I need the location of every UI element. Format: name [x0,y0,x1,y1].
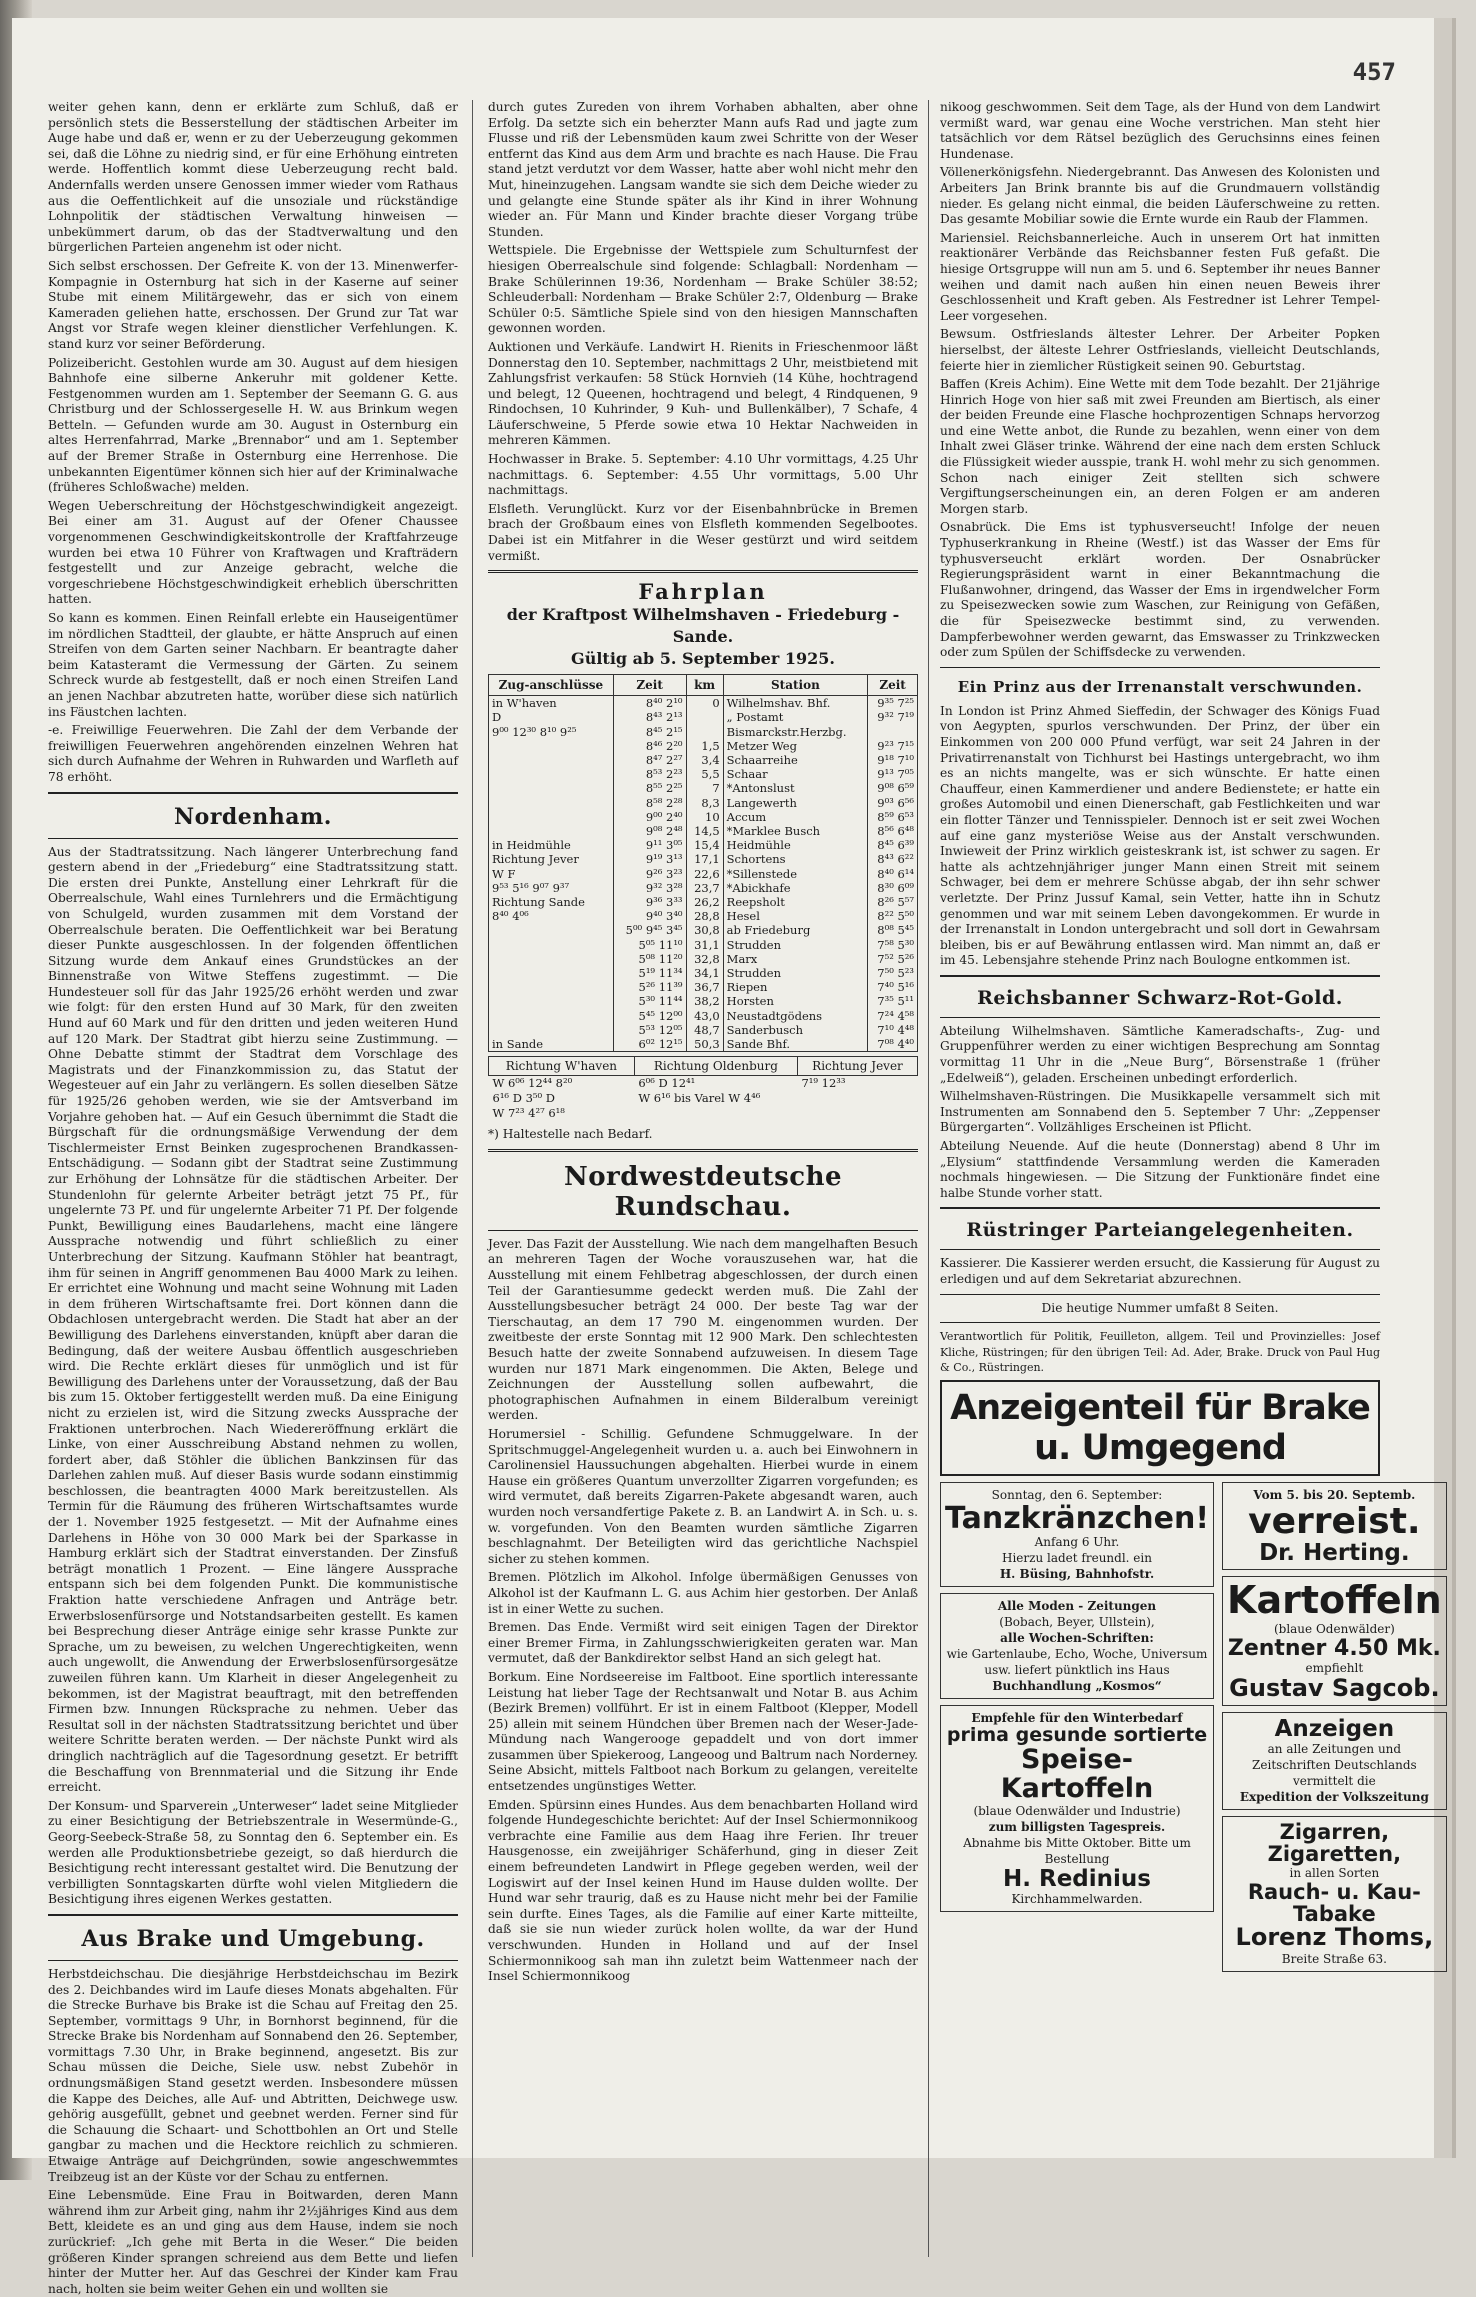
timetable-cell: 9³² 7¹⁹ [868,710,918,724]
timetable-cell [489,980,614,994]
party-heading: Rüstringer Parteiangelegenheiten. [966,1219,1354,1242]
timetable-cell: *Sillenstede [723,867,867,881]
timetable-cell: 9³⁶ 3³³ [613,895,686,909]
timetable-cell [489,824,614,838]
section-divider [940,1249,1380,1250]
ad-tobacco-title: Rauch- u. Kau-Tabake [1247,1880,1421,1927]
ad-cigars-sub: in allen Sorten [1289,1866,1380,1881]
timetable-cell: Accum [723,810,867,824]
timetable-cell: 5¹⁹ 11³⁴ [613,966,686,980]
timetable-row [489,710,918,724]
ad-right-column [1222,1482,1447,1978]
timetable-row [489,696,918,711]
ad-dance-invite: Hierzu ladet freundl. ein [1002,1551,1152,1566]
timetable-cell: 8⁴⁷ 2²⁷ [613,753,686,767]
article-paragraph: Bewsum. Ostfrieslands ältester Lehrer. Der Arbeiter Popken hierselbst, der älteste Lehrer Ostfrieslands, vielleicht Deutschlands, feierte hier in ziemlicher Rüstigkeit seinen 90. Geburtstag. [940,327,1380,373]
ad-mag-shop: Buchhandlung „Kosmos“ [992,1679,1162,1694]
ad-left-column [940,1482,1214,1978]
direction-cell [797,1091,917,1106]
section-divider [48,792,458,794]
ad-grid [940,1482,1442,1978]
ad-potato-type: (blaue Odenwälder) [1273,1621,1395,1636]
timetable-cell: 8⁵⁶ 6⁴⁸ [868,824,918,838]
timetable-cell: *Antonslust [723,781,867,795]
ad-shop: Lorenz Thoms, [1235,1923,1434,1952]
column-1 [48,100,458,2296]
direction-cell [797,1106,917,1121]
timetable-cell: Metzer Weg [723,739,867,753]
timetable-cell: 8⁵³ 2²³ [613,767,686,781]
timetable-cell: 1,5 [686,739,723,753]
timetable-cell: *Marklee Busch [723,824,867,838]
timetable-cell [489,1023,614,1037]
timetable-cell: 8⁵⁵ 2²⁵ [613,781,686,795]
timetable-cell: 32,8 [686,952,723,966]
timetable-row [489,994,918,1008]
column-rule [472,100,473,2257]
timetable-cell: 9⁵³ 5¹⁶ 9⁰⁷ 9³⁷ [489,881,614,895]
timetable-cell: 5²⁶ 11³⁹ [613,980,686,994]
page-number: 457 [1352,58,1396,86]
timetable-cell: 34,1 [686,966,723,980]
article-paragraph: Eine Lebensmüde. Eine Frau in Boitwarden, deren Mann während ihm zur Arbeit ging, nahm ihr 2½jähriges Kind aus dem Bett, kleidete es an und ging aus dem Hause, indem sie noch zurückrief: „Ich gehe mit Berta in die Weser.“ Die beiden größeren Kinder sprangen schreiend aus dem Bette und liefen hinter der Mutter her. Auf das Geschrei der Kinder kam Frau nach, holten sie beim weiter Gehen ein und wollten sie [48,2188,458,2296]
article-paragraph: Wilhelmshaven-Rüstringen. Die Musikkapelle versammelt sich mit Instrumenten am Sonnabend den 5. September 7 Uhr: „Zeppenser Bürgergarten“. Vollzähliges Erscheinen ist Pflicht. [940,1089,1380,1135]
timetable-cell: 8⁵⁹ 6⁵³ [868,810,918,824]
timetable-cell: 9⁰³ 6⁵⁶ [868,796,918,810]
timetable-cell: 9³⁵ 7²⁵ [868,696,918,711]
reichsbanner-heading: Reichsbanner Schwarz-Rot-Gold. [977,986,1343,1009]
timetable-row [489,867,918,881]
timetable-cell: 9¹¹ 3⁰⁵ [613,838,686,852]
timetable-row [489,767,918,781]
article-paragraph: Kassierer. Die Kassierer werden ersucht, die Kassierung für August zu erledigen und auf dem Sekretariat abzurechnen. [940,1256,1380,1286]
article-paragraph: Polizeibericht. Gestohlen wurde am 30. August auf dem hiesigen Bahnhofe eine silberne Ankeruhr mit goldener Kette. Festgenommen wurden am 1. September der Seemann G. G. aus Christburg und der Schlossergeselle H. W. aus Brinkum wegen Betteln. — Gefunden wurde am 30. August in Osternburg ein altes Herrenfahrrad, Marke „Brennabor“ und am 1. September auf der Bremer Straße in Osternburg eine Herrenhose. Die unbekannten Eigentümer können sich hier auf der Kriminalwache (früheres Schloßwache) melden. [48,355,458,495]
timetable-row [489,810,918,824]
ad-mag-sub: (Bobach, Beyer, Ullstein), [999,1615,1155,1630]
timetable-cell: 9¹³ 7⁰⁵ [868,767,918,781]
timetable-cell: 8⁵⁸ 2²⁸ [613,796,686,810]
timetable-row [489,1023,918,1037]
article-paragraph: Osnabrück. Die Ems ist typhusverseucht! Infolge der neuen Typhuserkrankung in Rheine (Westf.) ist das Wasser der Ems für typhusverseucht erklärt worden. Der Osnabrücker Regierungspräsident warnt in einer Bekanntmachung die Flußanwohner, dringend, das Wasser der Ems in irgendwelcher Form zu Speisezwecken sowie zum Waschen, zur Reinigung von Gefäßen, die für Speisezwecke bestimmt sind, zu verwenden. Dampferbewohner werden gewarnt, das Emswasser zu Trinkzwecken oder zum Spülen der Schiffsdecke zu verwenden. [940,520,1380,660]
timetable-cell: Reepsholt [723,895,867,909]
timetable-table [488,674,918,1052]
timetable-cell: Marx [723,952,867,966]
timetable-row [489,895,918,909]
timetable-row [489,966,918,980]
timetable-cell [489,1009,614,1023]
timetable-cell: in Sande [489,1037,614,1052]
timetable-cell: 7¹⁰ 4⁴⁸ [868,1023,918,1037]
timetable-cell: 8⁴⁰ 4⁰⁶ [489,909,614,923]
timetable-cell: Richtung Sande [489,895,614,909]
timetable-cell: 36,7 [686,980,723,994]
ad-section-header: Anzeigenteil für Brake u. Umgegend [940,1380,1380,1476]
timetable-cell: 3,4 [686,753,723,767]
section-divider [488,1230,918,1231]
timetable-cell: 9⁰⁰ 12³⁰ 8¹⁰ 9²⁵ [489,725,614,739]
article-paragraph: So kann es kommen. Einen Reinfall erlebte ein Hauseigentümer im nördlichen Stadtteil, der glaubte, er hätte Anspruch auf einen Streifen von dem Garten seiner Nachbarn. Er beantragte daher beim Katasteramt die Vermessung der Gärten. Zu seinem Schreck wurde ab festgestellt, daß er noch einen Streifen Land an jenen Nachbar abzutreten hatte, worüber diese sich natürlich ins Fäustchen lachten. [48,611,458,719]
article-paragraph: Der Konsum- und Sparverein „Unterweser“ ladet seine Mitglieder zu einer Besichtigung der Betriebszentrale in Wesermünde-G., Georg-Seebeck-Straße 58, zu Sonntag den 6. September ein. Es werden alle Produktionsbetriebe gezeigt, so daß hierdurch die Besichtigung recht interessant gestaltet wird. Die Benutzung der verbilligten Sonntagskarten dürfte wohl vielen Mitgliedern die Besichtigung ihres eigenen Werkes gestatten. [48,1798,458,1907]
timetable-cell: 5³⁰ 11⁴⁴ [613,994,686,1008]
timetable-row [489,909,918,923]
timetable-cell [489,938,614,952]
ad-dance-title: Tanzkränzchen! [945,1500,1209,1536]
timetable-row [489,781,918,795]
timetable-cell: 7⁰⁸ 4⁴⁰ [868,1037,918,1052]
timetable-cell: Sanderbusch [723,1023,867,1037]
ad-expedition-name: Expedition der Volkszeitung [1239,1790,1429,1805]
timetable-cell: 5⁰⁰ 9⁴⁵ 3⁴⁵ [613,923,686,937]
column-rule [928,100,929,2257]
timetable-cell: Bismarckstr.Herzbg. [723,725,867,739]
timetable-row [489,753,918,767]
timetable-cell: 28,8 [686,909,723,923]
article-paragraph: Bremen. Das Ende. Vermißt wird seit einigen Tagen der Direktor einer Bremer Firma, in Zahlungsschwierigkeiten geraten war. Man vermutet, daß der Bankdirektor selbst Hand an sich gelegt hat. [488,1620,918,1666]
timetable-row [489,938,918,952]
direction-cell: 6¹⁶ D 3⁵⁰ D [492,1091,555,1106]
timetable-cell: 5⁴⁵ 12⁰⁰ [613,1009,686,1023]
ad-dance-host: H. Büsing, Bahnhofstr. [999,1567,1155,1582]
timetable-row [489,739,918,753]
section-divider [940,975,1380,977]
timetable-row [489,1009,918,1023]
article-paragraph: weiter gehen kann, denn er erklärte zum Schluß, daß er persönlich stets die Besserstellung der städtischen Arbeiter im Auge habe und daß er, wenn er zu der Ueberzeugung gekommen sei, daß die Löhne zu niedrig sind, er für eine Erhöhung eintreten werde. Hoffentlich kommt diese Ueberzeugung recht bald. Andernfalls werden unsere Genossen immer wieder vom Rathaus aus die Oeffentlichkeit auf die unsoziale und rückständige Lohnpolitik der städtischen Verwaltung hinweisen — unbekümmert darum, ob das der Stadtverwaltung und den bürgerlichen Parteien angenehm ist oder nicht. [48,100,458,255]
ad-dance-time: Anfang 6 Uhr. [1034,1535,1120,1550]
timetable-cell: 9²³ 7¹⁵ [868,739,918,753]
ad-magazines [940,1593,1214,1699]
timetable-cell: *Abickhafe [723,881,867,895]
section-divider [940,1017,1380,1018]
timetable-header: km [686,675,723,696]
article-paragraph: Hochwasser in Brake. 5. September: 4.10 Uhr vormittags, 4.25 Uhr nachmittags. 6. September: 4.55 Uhr vormittags, 5.00 Uhr nachmittags. [488,452,918,498]
timetable-cell: 50,3 [686,1037,723,1052]
timetable-row [489,923,918,937]
article-paragraph: Bremen. Plötzlich im Alkohol. Infolge übermäßigen Genusses von Alkohol ist der Kaufmann L. G. aus Achim hier gestorben. Der Anlaß ist in einer Wette zu suchen. [488,1570,918,1616]
ad-mag-text: wie Gartenlaube, Echo, Woche, Universum usw. liefert pünktlich ins Haus [946,1647,1208,1678]
timetable-cell: 17,1 [686,852,723,866]
article-paragraph: Wegen Ueberschreitung der Höchstgeschwindigkeit angezeigt. Bei einer am 31. August auf der Ofener Chaussee vorgenommenen Geschwindigkeitskontrolle der Kraftfahrzeuge wurden bei etwa 10 Führer von Kraftwagen und Krafträdern festgestellt und zur Anzeige gebracht, welche die vorgeschriebene Höchstgeschwindigkeit erheblich überschritten hatten. [48,498,458,607]
timetable-cell: 9⁰⁰ 2⁴⁰ [613,810,686,824]
timetable-cell: 8³⁰ 6⁰⁹ [868,881,918,895]
ad-price: Zentner 4.50 Mk. [1227,1635,1441,1661]
timetable-header: Station [723,675,867,696]
article-paragraph: Mariensiel. Reichsbannerleiche. Auch in unserem Ort hat inmitten reaktionärer Verbände das Reichsbanner festen Fuß gefaßt. Die hiesige Ortsgruppe will nun am 5. und 6. September ihr neues Banner weihen und damit nach außen hin einen neuen Beweis ihrer Geschlossenheit und Kraft geben. Als Festredner ist Lehrer Tempel-Leer vorgesehen. [940,230,1380,323]
timetable-cell: Langewerth [723,796,867,810]
article-paragraph: Herbstdeichschau. Die diesjährige Herbstdeichschau im Bezirk des 2. Deichbandes wird im Laufe dieses Monats abgehalten. Für die Strecke Burhave bis Brake ist die Schau auf Freitag den 25. September, vormittags 9 Uhr, in Bornhorst beginnend, für die Strecke Brake bis Nordenham auf Sonnabend den 26. September, vormittags 7.30 Uhr, in Brake beginnend, angesetzt. Bis zur Schau müssen die Deiche, Siele usw. nebst Zubehör in ordnungsmäßigen Stand gesetzt werden. Insbesondere müssen die Kappe des Deiches, alle Auf- und Abtritten, Deichwege usw. gehörig ausgefüllt, gebnet und geebnet werden. Ferner sind für die Schauung die Schaart- und Schottbohlen an Ort und Stelle gangbar zu machen und die Hecktore reichlich zu schmieren. Etwaige Anträge auf Deichgründen, sowie angeschwemmtes Treibzeug ist an der Küste vor der Schau zu entfernen. [48,1966,458,2184]
ad-speise-sub: (blaue Odenwälder und Industrie) [973,1804,1181,1819]
ad-speise: Speise-Kartoffeln [1000,1744,1154,1804]
timetable-cell: Hesel [723,909,867,923]
direction-header: Richtung W'haven [489,1057,635,1076]
direction-row [489,1106,918,1121]
timetable-cell: 30,8 [686,923,723,937]
ad-kartoffeln [1222,1576,1447,1706]
timetable-cell: 31,1 [686,938,723,952]
timetable-cell [489,739,614,753]
timetable-cell [489,796,614,810]
timetable-cell: 10 [686,810,723,824]
pages-note: Die heutige Nummer umfaßt 8 Seiten. [1041,1300,1279,1315]
timetable-cell: 7²⁴ 4⁵⁸ [868,1009,918,1023]
timetable-cell: ab Friedeburg [723,923,867,937]
timetable-cell: Riepen [723,980,867,994]
timetable-cell: 8⁰⁸ 5⁴⁵ [868,923,918,937]
timetable-validity: Gültig ab 5. September 1925. [571,649,835,669]
article-paragraph: -e. Freiwillige Feuerwehren. Die Zahl der dem Verbande der freiwilligen Feuerwehren angehörenden einzelnen Wehren hat sich durch Aufnahme der Wehren in Ruhwarden und Warfleth auf 78 erhöht. [48,723,458,784]
section-divider [48,1914,458,1916]
col1-articles-a [48,100,458,786]
timetable-cell [868,725,918,739]
timetable-cell: 7 [686,781,723,795]
timetable-cell: 38,2 [686,994,723,1008]
timetable-cell: 0 [686,696,723,711]
section-divider [48,838,458,839]
ad-doctor [1222,1482,1447,1570]
ad-doctor-name: Dr. Herting. [1259,1539,1410,1566]
timetable-cell: 9¹⁸ 7¹⁰ [868,753,918,767]
timetable-row [489,852,918,866]
direction-cell: W 6⁰⁶ 12⁴⁴ 8²⁰ [492,1076,573,1091]
timetable-cell [489,994,614,1008]
timetable-cell: D [489,710,614,724]
timetable-cell: 5⁰⁸ 11²⁰ [613,952,686,966]
ad-dance-date: Sonntag, den 6. September: [991,1487,1163,1502]
timetable-cell: 9⁰⁸ 6⁵⁹ [868,781,918,795]
timetable-header: Zug-anschlüsse [489,675,614,696]
ad-tobacco [1222,1816,1447,1971]
ad-kartoffeln-title: Kartoffeln [1227,1577,1442,1622]
ad-prima: prima gesunde sortierte [946,1724,1208,1747]
timetable-cell: Neustadtgödens [723,1009,867,1023]
timetable-cell: Schaar [723,767,867,781]
ad-away: verreist. [1248,1500,1421,1542]
timetable-cell: Strudden [723,938,867,952]
ad-potatoes [940,1705,1214,1912]
timetable-cell [489,753,614,767]
timetable-cell: 5⁵³ 12⁰⁵ [613,1023,686,1037]
imprint: Verantwortlich für Politik, Feuilleton, allgem. Teil und Provinzielles: Josef Kliche, Rüstringen; für den übrigen Teil: Ad. Ader, Brake. Druck von Paul Hug & Co., Rüstringen. [940,1330,1380,1375]
ad-mag-title: Alle Moden - Zeitungen [997,1599,1157,1614]
direction-cell: W 6¹⁶ bis Varel W 4⁴⁶ [638,1091,761,1106]
timetable-cell: 8⁴³ 6²² [868,852,918,866]
section-divider [48,1960,458,1961]
ad-dates: Vom 5. bis 20. Septemb. [1253,1487,1416,1502]
timetable-cell [489,966,614,980]
ad-prices: zum billigsten Tagespreis. [988,1820,1166,1835]
timetable-cell: 6⁰² 12¹⁵ [613,1037,686,1052]
article-paragraph: Baffen (Kreis Achim). Eine Wette mit dem Tode bezahlt. Der 21jährige Hinrich Hoge von hier saß mit zwei Freunden am Biertisch, als einer der beiden Freunde eine Flasche hochprozentigen Schnaps hervorzog und eine Wette anbot, die Runde zu bezahlen, wenn einer von dem Inhalt zwei Gläser trinke. Während der eine nach dem ersten Schluck die Flüssigkeit wieder ausspie, trank H. wohl mehr zu sich genommen. Schon nach einiger Zeit stellten sich schwere Vergiftungserscheinungen ein, an deren Folgen er am anderen Morgen starb. [940,377,1380,516]
timetable-cell: 8²² 5⁵⁰ [868,909,918,923]
timetable-cell [489,952,614,966]
direction-header: Richtung Oldenburg [634,1057,797,1076]
timetable-cell: 8⁴⁰ 2¹⁰ [613,696,686,711]
timetable-cell: 9³² 3²⁸ [613,881,686,895]
section-heading-nordenham: Nordenham. [174,803,332,830]
prince-heading: Ein Prinz aus der Irrenanstalt verschwunden. [957,677,1363,696]
timetable-cell: 8⁴⁰ 6¹⁴ [868,867,918,881]
timetable-cell: 22,6 [686,867,723,881]
timetable-cell: 5⁰⁵ 11¹⁰ [613,938,686,952]
section-divider [488,570,918,573]
article-paragraph: Horumersiel - Schillig. Gefundene Schmuggelware. In der Spritschmuggel-Angelegenheit wurden u. a. auch bei Einwohnern in Carolinensiel Haussuchungen abgehalten. Hierbei wurde in einem Hause ein größeres Quantum unverzollter Zigarren vorgefunden; es wird vermutet, daß bereits Zigarren-Pakete abgesandt waren, auch wurden noch versandfertige Pakete z. B. an Landwirt A. in Sch. u. s. w. vorgefunden. Von den Beamten wurden sämtliche Zigarren beschlagnahmt. Der Beteiligten wird das gerichtliche Nachspiel sicher zu stehen kommen. [488,1427,918,1566]
article-paragraph: durch gutes Zureden von ihrem Vorhaben abhalten, aber ohne Erfolg. Da setzte sich ein beherzter Mann aufs Rad und jagte zum Flusse und riß der Lebensmüden kaum zwei Schritte von der Weser entfernt das Kind aus dem Arm und brachte es nach Hause. Die Frau stand jetzt verdutzt vor dem Wasser, hatte aber wohl nicht mehr den Mut, hineinzugehen. Langsam wandte sie sich dem Deiche wieder zu und gelangte eine Stunde später als ihr Kind in ihrer Wohnung wieder an. Für Mann und Kinder brachte dieser Vorgang trübe Stunden. [488,100,918,239]
timetable-cell: Heidmühle [723,838,867,852]
timetable-cell: 8⁴³ 2¹³ [613,710,686,724]
timetable-cell: 7³⁵ 5¹¹ [868,994,918,1008]
timetable-cell: Schortens [723,852,867,866]
timetable-cell: 48,7 [686,1023,723,1037]
timetable [488,579,918,1143]
timetable-cell [489,767,614,781]
timetable-cell: Richtung Jever [489,852,614,866]
direction-row [489,1076,918,1092]
timetable-row [489,824,918,838]
ad-address: Breite Straße 63. [1281,1951,1387,1966]
direction-cell [634,1106,797,1121]
timetable-header: Zeit [613,675,686,696]
timetable-cell [686,725,723,739]
timetable-row [489,838,918,852]
timetable-cell: Horsten [723,994,867,1008]
article-paragraph: Emden. Spürsinn eines Hundes. Aus dem benachbarten Holland wird folgende Hundegeschichte berichtet: Auf der Insel Schiermonnikoog verbrachte eine Familie aus dem Haag ihre Ferien. Ihr treuer Hausgenosse, ein zweijähriger Schäferhund, ging in dieser Zeit einem befreundeten Landwirt in Pflege gegeben werden, weil der Logiswirt auf der Insel keinen Hund im Hause dulden wollte. Der Hund war sehr traurig, daß es zu Hause nicht mehr bei der Familie sein durfte. Eines Tages, als die Familie auf einer Karte mitteilte, daß sie sie nun wieder zurück holen wollte, da war der Hund verschwunden. Hunden in Holland und auf der Insel Schiermonnikoog sah man ihn zuletzt beim Wattenmeer nach der Insel Schiermonnikoog [488,1797,918,1984]
timetable-cell: „ Postamt [723,710,867,724]
section-heading-nw: Nordwestdeutsche Rundschau. [563,1161,843,1222]
article-paragraph: Aus der Stadtratssitzung. Nach längerer Unterbrechung fand gestern abend in der „Friedeburg“ eine Stadtratssitzung statt. Die ersten drei Punkte, Anstellung einer Lehrkraft für die Oberrealschule, Wahl eines Turnlehrers und die Ermächtigung von Schulgeld, wurden zusammen mit dem Vorstand der Oberrealschule beraten. Die Oeffentlichkeit war bei Beratung dieser Punkte ausgeschlossen. In der folgenden öffentlichen Sitzung wurde dem Ankauf eines Grundstückes an der Binnenstraße von Witwe Steffens zugestimmt. — Die Hundesteuer soll für das Jahr 1925/26 erhöht werden und zwar wie folgt: für den ersten Hund auf 30 Mark, für den zweiten Hund auf 60 Mark und für den dritten und jeden weiteren Hund auf 120 Mark. Der Stadtrat gibt hierzu seine Zustimmung. — Ohne Debatte stimmt der Stadtrat dem Vorschlage des Magistrats und der Finanzkommission zu, das Statut der Wegesteuer auf ein Jahr zu verlängern. Es sollen dieselben Sätze für 1925/26 gehoben werden, wie sie der Amtsverband im Vorjahre gehoben hat. — Auf ein Gesuch übernimmt die Stadt die Bürgschaft für die ordnungsmäßige Verwendung der dem Tischlermeister Ernst Beinken zugesprochenen Brandkassen-Entschädigung. — Sodann gibt der Stadtrat seine Zustimmung zur Erhöhung der Lohnsätze für die städtischen Arbeiter. Der Stundenlohn für gelernte Arbeiter beträgt jetzt 75 Pf., für ungelernte 73 Pf. und für ungelernte Arbeiter 71 Pf. Der folgende Punkt, Bewilligung eines Baudarlehens, macht eine längere Aussprache notwendig und führt schließlich zu einer Unterbrechung der Sitzung. Kaufmann Stöhler hat beantragt, ihm für seinen in Angriff genommenen Bau 4000 Mark zu leihen. Er errichtet eine Wohnung und macht seine Wohnung mit Laden in dem früheren Wirtschaftsamte frei. Dort können dann die Obdachlosen untergebracht werden. Die Stadt hat aber an der Bewilligung des Darlehens einverstanden, knüpft aber daran die Bedingung, daß der weitere Ausbau öffentlich ausgeschrieben wird. Die Rechte erklärt dieses für unmöglich und ist für Bewilligung des Darlehens unter der Voraussetzung, daß der Bau bis zum 15. Oktober fertiggestellt werden muß. Da eine Einigung nicht zu erzielen ist, wird die Sitzung zwecks Aussprache der Fraktionen unterbrochen. Nach Wiedereröffnung erklärt die Linke, von einer Ausschreibung Abstand nehmen zu wollen, fordert aber, daß Stöhler die üblichen Bankzinsen für das Darlehen zahlen muß. Auf dieser Basis wurde sodann einstimmig beschlossen, die beantragten 4000 Mark bereitzustellen. Als Termin für die Räumung des früheren Wirtschaftsamtes wurde der 1. November 1925 festgesetzt. — Mit der Aufnahme eines Darlehens in Höhe von 30 000 Mark bei der Sparkasse in Hamburg erklärt sich der Stadtrat einverstanden. Der Zinsfuß beträgt monatlich 1 Prozent. — Eine längere Aussprache entspann sich bei dem folgenden Punkt. Die kommunistische Fraktion hatte verschiedene Anfragen und Anträge betr. Erwerbslosenfürsorge und Notstandsarbeiten gestellt. Es kamen bei Besprechung dieser Anträge einige sehr krasse Punkte zur Sprache, um zu beweisen, zu welchen Ungerechtigkeiten, wenn auch ungewollt, die Anwendung der Erwerbslosenfürsorgesätze zuweilen führen kann. Um Klarheit in dieser Angelegenheit zu bekommen, ist der Magistrat beauftragt, mit den betreffenden Firmen bzw. Innungen Rücksprache zu nehmen. Ueber das Resultat soll in der nächsten Stadtratssitzung berichtet und über weitere Schritte beraten werden. — Der nächste Punkt wird als dringlich nachträglich auf die Tagesordnung gesetzt. Er betrifft die Beschaffung von Brennmaterial und die Sitzung ihr Ende erreicht. [48,844,458,1795]
article-paragraph: Jever. Das Fazit der Ausstellung. Wie nach dem mangelhaften Besuch an mehreren Tagen der Woche vorauszusehen war, hat die Ausstellung mit einem Fehlbetrag abgeschlossen, der durch einen Teil der Garantiesumme gedeckt werden muß. Die Zahl der Ausstellungsbesucher beträgt 24 000. Der beste Tag war der Tierschautag, an dem 17 790 M. eingenommen wurden. Der zweitbeste der erste Sonntag mit 12 900 Mark. Den schlechtesten Besuch hatte der zweite Sonnabend aufzuweisen. In diesem Tage wurden nur 1871 Mark eingenommen. Die Akten, Belege und Zeichnungen der Ausstellung sollen aufbewahrt, die photographischen Aufnahmen in einem Bilderalbum vereinigt werden. [488,1236,919,1423]
ad-expedition [1222,1712,1447,1810]
timetable-cell: 43,0 [686,1009,723,1023]
direction-cell: 7¹⁹ 12³³ [801,1076,846,1091]
ad-merchant: Gustav Sagcob. [1229,1673,1440,1702]
article-paragraph: Elsfleth. Verunglückt. Kurz vor der Eisenbahnbrücke in Bremen brach der Großbaum eines von Elsfleth kommenden Segelbootes. Dabei ist ein Mitfahrer in die Weser gestürzt und wird seitdem vermißt. [488,501,918,563]
timetable-cell: 7⁵² 5²⁶ [868,952,918,966]
timetable-title: Fahrplan [638,579,768,605]
timetable-cell: 8⁴⁶ 2²⁰ [613,739,686,753]
timetable-cell: Strudden [723,966,867,980]
ad-recommends: empfiehlt [1305,1660,1364,1675]
timetable-cell: Wilhelmshav. Bhf. [723,696,867,711]
direction-table [488,1056,918,1121]
timetable-cell: 8⁴⁵ 2¹⁵ [613,725,686,739]
article-paragraph: Wettspiele. Die Ergebnisse der Wettspiele zum Schulturnfest der hiesigen Oberrealschule sind folgende: Schlagball: Nordenham — Brake Schülerinnen 19:36, Nordenham — Brake Schüler 38:52; Schleuderball: Nordenham — Brake Schüler 2:7, Oldenburg — Brake Schüler 0:5. Sämtliche Spiele sind von den hiesigen Mannschaften gewonnen worden. [488,243,918,336]
timetable-cell: 7⁵⁸ 5³⁰ [868,938,918,952]
timetable-header: Zeit [868,675,918,696]
article-paragraph: Borkum. Eine Nordseereise im Faltboot. Eine sportlich interessante Leistung hat lieber Tage der Rechtsanwalt und Notar B. aus Achim (Bezirk Bremen) vollführt. Er ist in einem Faltboot (Klepper, Modell 25) allein mit seinem Hündchen über Bremen nach der Weser-Jade-Mündung nach Wangerooge gepaddelt und von dort immer zusammen über Spiekeroog, Langeoog und Baltrum nach Norderney. Seine Absicht, mittels Faltboot nach Borkum zu gelangen, vereitelte entsetzendes ungünstiges Wetter. [488,1669,918,1794]
article-paragraph: Abteilung Neuende. Auf die heute (Donnerstag) abend 8 Uhr im „Elysium“ stattfindende Versammlung werden die Kameraden nochmals hingewiesen. — Die Sitzung der Funktionäre findet eine halbe Stunde vorher statt. [940,1139,1380,1200]
timetable-cell: 23,7 [686,881,723,895]
article-paragraph: Abteilung Wilhelmshaven. Sämtliche Kameradschafts-, Zug- und Gruppenführer werden zu einer wichtigen Besprechung am Sonntag vormittag 11 Uhr in die „Neue Burg“, Börsenstraße 1 (früher „Edelweiß“), geladen. Erscheinen unbedingt erforderlich. [940,1023,1380,1085]
timetable-row [489,881,918,895]
timetable-row [489,796,918,810]
section-divider [488,1149,918,1152]
section-divider [940,1294,1380,1295]
ad-cigars: Zigarren, Zigaretten, [1267,1820,1402,1867]
section-divider [940,667,1380,668]
article-paragraph: Auktionen und Verkäufe. Landwirt H. Rienits in Frieschenmoor läßt Donnerstag den 10. September, nachmittags 2 Uhr, meistbietend mit Zahlungsfrist verkaufen: 58 Stück Hornvieh (14 Kühe, hochtragend und belegt, 12 Queenen, hochtragend und belegt, 4 Rindquenen, 9 Rindochsen, 10 Kuhrinder, 9 Kuh- und Bullenkälber), 7 Schafe, 4 Läuferschweine, 5 Pferde sowie etwa 10 Hektar Nachweiden in mehreren Kämmen. [488,339,918,448]
timetable-row [489,725,918,739]
timetable-cell: W F [489,867,614,881]
timetable-row [489,980,918,994]
section-heading-brake: Aus Brake und Umgebung. [81,1925,425,1952]
timetable-cell: 9⁴⁰ 3⁴⁰ [613,909,686,923]
column-3 [940,100,1442,2267]
timetable-cell: Schaarreihe [723,753,867,767]
timetable-cell: 8²⁶ 5⁵⁷ [868,895,918,909]
timetable-cell: 14,5 [686,824,723,838]
timetable-cell [489,781,614,795]
timetable-cell: in Heidmühle [489,838,614,852]
section-divider [940,1207,1380,1209]
ad-mag-weekly: alle Wochen-Schriften: [1000,1631,1154,1646]
direction-row [489,1091,918,1106]
direction-cell: 6⁰⁶ D 12⁴¹ [638,1076,696,1091]
article-paragraph: Sich selbst erschossen. Der Gefreite K. von der 13. Minenwerfer-Kompagnie in Osternburg hat sich in der Kaserne auf seiner Stube mit einem Militärgewehr, das er sich von einem Kameraden geliehen hatte, erschossen. Der Grund zur Tat war Angst vor Strafe wegen kleiner dienstlicher Verfehlungen. K. stand kurz vor seiner Beförderung. [48,258,458,351]
timetable-cell [489,923,614,937]
column-2 [488,100,918,2267]
timetable-cell: 9⁰⁸ 2⁴⁸ [613,824,686,838]
timetable-cell: 5,5 [686,767,723,781]
timetable-cell: 7⁵⁰ 5²³ [868,966,918,980]
timetable-cell: 8⁴⁵ 6³⁹ [868,838,918,852]
ad-ads-title: Anzeigen [1274,1716,1395,1743]
direction-header: Richtung Jever [797,1057,917,1076]
direction-cell: W 7²³ 4²⁷ 6¹⁸ [492,1106,565,1121]
ad-seller-place: Kirchhammelwarden. [1011,1892,1143,1907]
timetable-cell [686,710,723,724]
section-divider [940,1322,1380,1323]
timetable-note: *) Haltestelle nach Bedarf. [488,1127,653,1142]
timetable-cell: 9²⁶ 3²³ [613,867,686,881]
timetable-row [489,1037,918,1052]
timetable-cell: 9¹⁹ 3¹³ [613,852,686,866]
timetable-subtitle: der Kraftpost Wilhelmshaven - Friedeburg - Sande. [506,605,900,647]
article-paragraph: nikoog geschwommen. Seit dem Tage, als der Hund von dem Landwirt vermißt ward, war genau eine Woche verstrichen. Man steht hier tatsächlich vor dem Rätsel bezüglich des Geruchsinns eines feinen Hundenase. [940,100,1380,161]
article-paragraph: In London ist Prinz Ahmed Sieffedin, der Schwager des Königs Fuad von Aegypten, spurlos verschwunden. Der Prinz, der über ein Einkommen von 200 000 Pfund verfügt, war seit 24 Jahren in der Privatirrenanstalt von Tichhurst bei Hastings untergebracht, wo ihm es an nichts mangelte, was er sich wünschte. Er hatte einen Chauffeur, einen Kammerdiener und andere Bedienstete; er hatte ein großes Automobil und einen Dienerschaft, gab Festlichkeiten und war ein flotter Tänzer und Tennisspieler. Dennoch ist er seit zwei Wochen auf eine ganz mysteriöse Weise aus der Anstalt verschwunden. Inwieweit der Prinz wirklich geisteskrank ist, ist schwer zu sagen. Er hatte als achtzehnjähriger junger Mann einen Streit mit seinem Schwager, bei dem er mehrere Schüsse abgab, der ihn sehr schwer verletzte. Der Prinz Jussuf Kamal, sein Vetter, hatte ihn in Schutz genommen und war mit seinem Leben davongekommen. Er wurde in der Irrenanstalt in London untergebracht und soll dort in Gewahrsam bleiben, bis er auf Bewährung entlassen wird. Man nimmt an, daß er im 45. Lebensjahre stehende Prinz nach Boulogne entkommen ist. [940,703,1380,968]
timetable-cell [489,810,614,824]
timetable-row [489,952,918,966]
ad-seller: H. Redinius [1003,1866,1151,1893]
timetable-cell: 26,2 [686,895,723,909]
ad-pickup: Abnahme bis Mitte Oktober. Bitte um Bestellung [963,1836,1191,1867]
ad-winter: Empfehle für den Winterbedarf [971,1711,1183,1726]
timetable-cell: Sande Bhf. [723,1037,867,1052]
ad-ads-text: an alle Zeitungen und Zeitschriften Deutschlands vermittelt die [1252,1742,1417,1789]
timetable-cell: 8,3 [686,796,723,810]
timetable-cell: in W'haven [489,696,614,711]
timetable-cell: 7⁴⁰ 5¹⁶ [868,980,918,994]
ad-dance [940,1482,1214,1588]
article-paragraph: Völlenerkönigsfehn. Niedergebrannt. Das Anwesen des Kolonisten und Arbeiters Jan Brink brannte bis auf die Grundmauern vollständig nieder. Es gelang nicht einmal, die beiden Läuferschweine zu retten. Das gesamte Mobiliar sowie die Ernte wurde ein Raub der Flammen. [940,165,1380,227]
timetable-cell: 15,4 [686,838,723,852]
